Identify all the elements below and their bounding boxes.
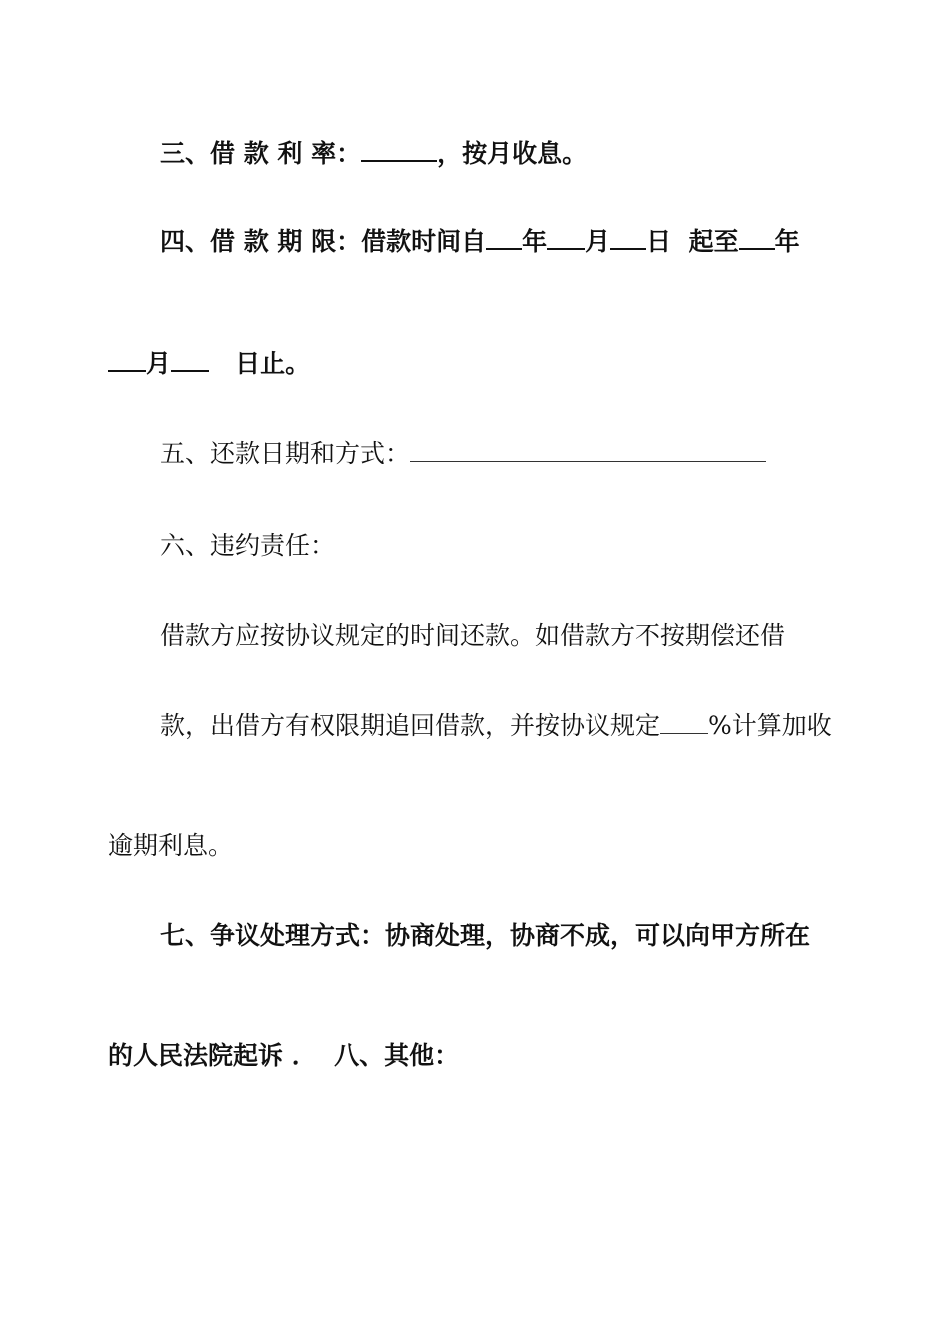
clause-6-para2a: 款，出借方有权限期追回借款，并按协议规定	[160, 711, 661, 740]
from-to-label: 起至	[688, 227, 739, 256]
start-year-blank[interactable]	[486, 226, 522, 250]
clause-4-continuation	[108, 348, 310, 380]
clause-7-line2	[108, 1040, 459, 1072]
clause-5-label: 五、还款日期和方式：	[160, 439, 411, 468]
interest-rate-blank[interactable]	[361, 138, 437, 162]
day-label: 日	[646, 227, 672, 256]
clause-6-para1: 借款方应按协议规定的时间还款。如借款方不按期偿还借	[160, 621, 786, 650]
end-label: 日止。	[235, 349, 311, 378]
start-day-blank[interactable]	[610, 226, 646, 250]
clause-4	[160, 226, 800, 258]
start-month-blank[interactable]	[547, 226, 585, 250]
month-label: 月	[585, 227, 611, 256]
clause-3	[160, 138, 587, 170]
end-month-label: 月	[146, 349, 172, 378]
clause-8-label: 八、其他：	[334, 1041, 460, 1070]
end-year-blank[interactable]	[739, 226, 775, 250]
clause-3-suffix: ，按月收息。	[437, 139, 588, 168]
clause-6-para2	[160, 710, 832, 742]
end-month-blank[interactable]	[108, 348, 146, 372]
end-day-blank[interactable]	[171, 348, 209, 372]
clause-4-label: 四、借 款 期 限：	[160, 227, 362, 256]
clause-3-label: 三、借 款 利 率：	[160, 139, 362, 168]
clause-4-text: 借款时间自	[361, 227, 487, 256]
clause-6-label: 六、违约责任：	[160, 531, 336, 560]
clause-6-para2b: %计算加收	[708, 711, 832, 740]
penalty-rate-blank[interactable]	[660, 711, 708, 734]
end-year-label: 年	[774, 227, 800, 256]
clause-6-para3: 逾期利息。	[108, 831, 234, 860]
repayment-method-blank[interactable]	[410, 439, 766, 462]
clause-7-court: 的人民法院起诉 ．	[108, 1041, 317, 1070]
clause-7-line1: 七、争议处理方式：协商处理，协商不成，可以向甲方所在	[160, 921, 811, 950]
year-label: 年	[522, 227, 548, 256]
clause-5	[160, 438, 766, 470]
